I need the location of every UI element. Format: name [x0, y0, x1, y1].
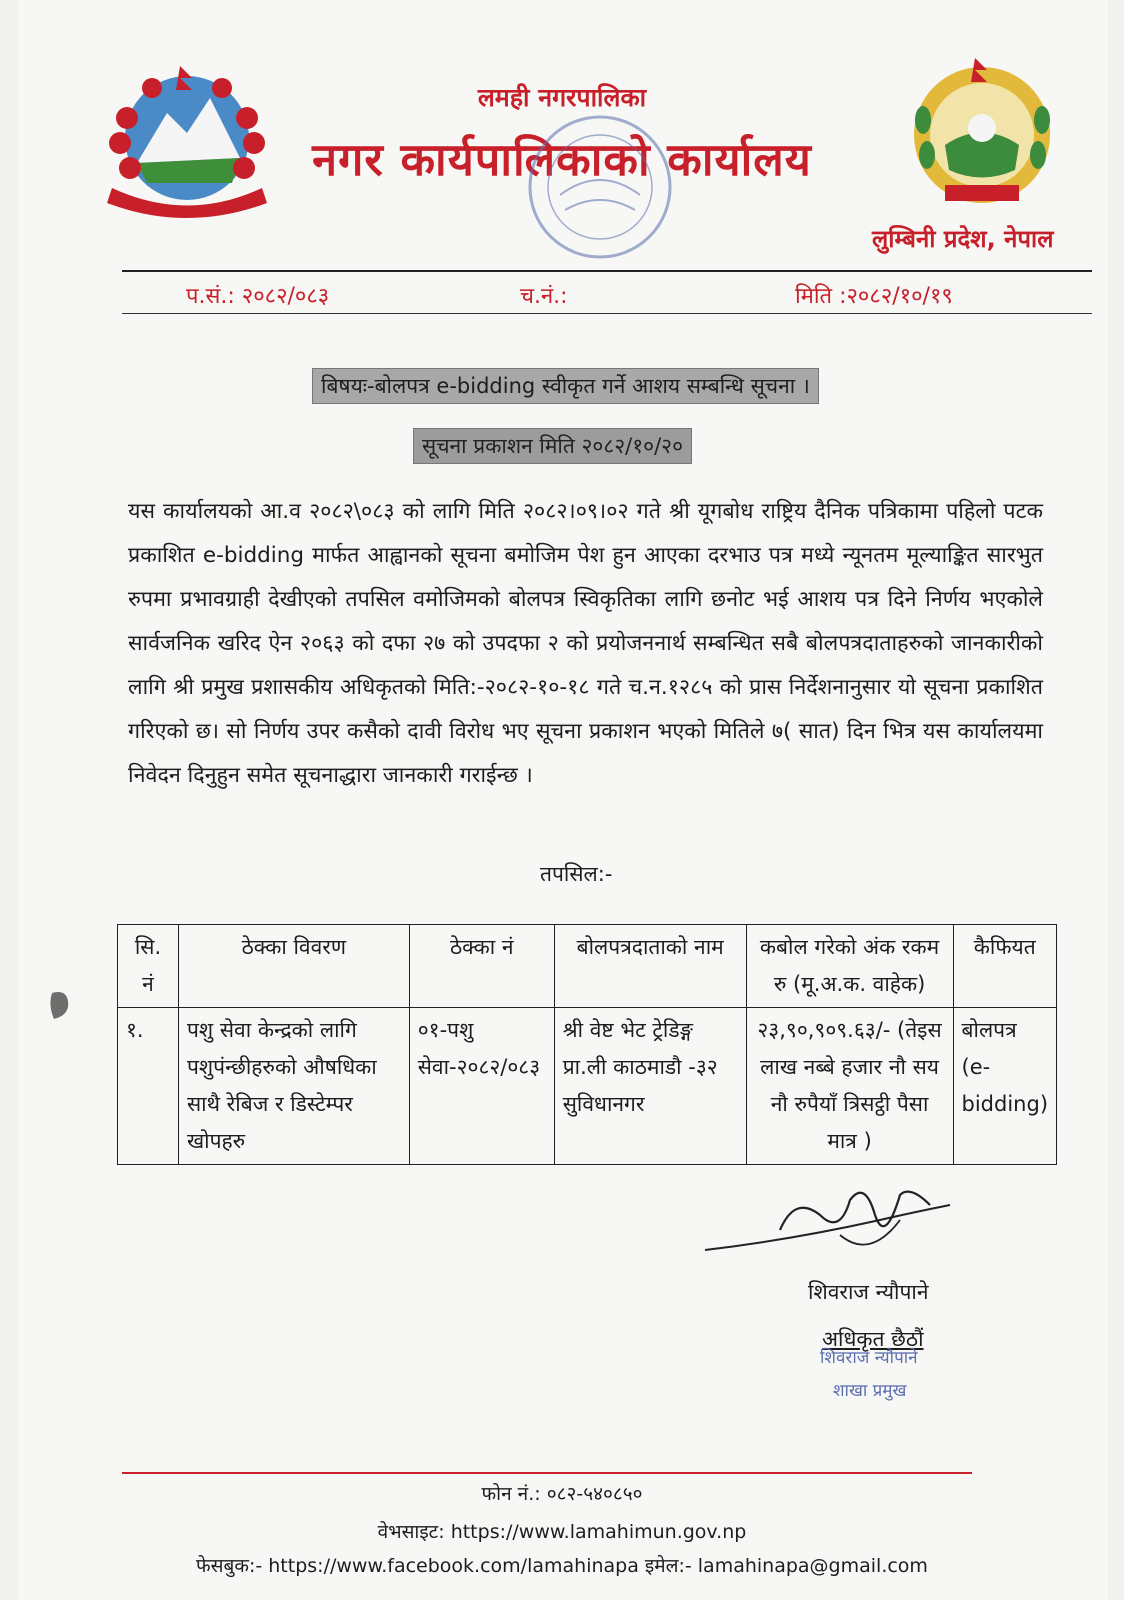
letter-date: मिति :२०८२/१०/१९	[795, 284, 953, 309]
bid-table	[117, 924, 1057, 1165]
cell-description: पशु सेवा केन्द्रको लागि पशुपंन्छीहरुको औषधिका साथै रेबिज र डिस्टेम्पर खोपहरु	[178, 1008, 409, 1165]
cell-remarks: बोलपत्र (e-bidding)	[953, 1008, 1056, 1165]
publication-date: सूचना प्रकाशन मिति २०८२/१०/२०	[413, 428, 692, 464]
footer-phone: फोन नं.: ०८२-५४०८५०	[481, 1483, 643, 1505]
details-label: तपसिल:-	[540, 862, 613, 886]
table-header-row	[118, 925, 1057, 1008]
province-name: लुम्बिनी प्रदेश, नेपाल	[872, 225, 1054, 253]
table-row	[118, 1008, 1057, 1165]
subject-line: बिषयः-बोलपत्र e-bidding स्वीकृत गर्ने आशय सम्बन्धि सूचना ।	[312, 368, 819, 404]
municipality-logo-icon	[905, 50, 1060, 220]
stamp-role: शाखा प्रमुख	[833, 1381, 907, 1401]
header-bidder: बोलपत्रदाताको नाम	[554, 925, 746, 1008]
ref-divider	[122, 313, 1092, 314]
header-description: ठेक्का विवरण	[178, 925, 409, 1008]
office-stamp-icon	[515, 105, 685, 270]
chalani-number: च.नं.:	[520, 284, 568, 309]
footer-social: फेसबुक:- https://www.facebook.com/lamahinapa इमेल:- lamahinapa@gmail.com	[196, 1555, 928, 1577]
footer-divider	[122, 1472, 972, 1474]
punch-hole-mark	[46, 985, 74, 1025]
signatory-name: शिवराज न्यौपाने	[808, 1280, 929, 1304]
signatory-title: अधिकृत छैठौं	[822, 1327, 924, 1351]
cell-amount: २३,९०,९०९.६३/- (तेइस लाख नब्बे हजार नौ सय नौ रुपैयाँ त्रिसट्ठी पैसा मात्र )	[746, 1008, 953, 1165]
notice-body: यस कार्यालयको आ.व २०८२\०८३ को लागि मिति २०८२।०९।०२ गते श्री यूगबोध राष्ट्रिय दैनिक पत्रिकामा पहिलो पटक प्रकाशित e-bidding मार्फत आह्वानको सूचना बमोजिम पेश हुन आएका दरभाउ पत्र मध्ये न्यूनतम मूल्याङ्कित सारभुत रुपमा प्रभावग्राही देखीएको तपसिल वमोजिमको बोलपत्र स्विकृतिका लागि छनोट भई आशय पत्र दिने निर्णय भएकोले सार्वजनिक खरिद ऐन २०६३ को दफा २७ को उपदफा २ को प्रयोजननार्थ सम्बन्धित सबै बोलपत्रदाताहरुको जानकारीको लागि श्री प्रमुख प्रशासकीय अधिकृतको मिति:-२०८२-१०-१८ गते च.न.१२८५ को प्रास निर्देशनानुसार यो सूचना प्रकाशित गरिएको छ। सो निर्णय उपर कसैको दावी विरोध भए सूचना प्रकाशन भएको मितिले ७( सात) दिन भित्र यस कार्यालयमा निवेदन दिनुहुन समेत सूचनाद्धारा जानकारी गराईन्छ ।	[128, 499, 1043, 788]
header-amount: कबोल गरेको अंक रकम रु (मू.अ.क. वाहेक)	[746, 925, 953, 1008]
footer-website: वेभसाइट: https://www.lamahimun.gov.np	[377, 1521, 747, 1543]
patra-sankhya: प.सं.: २०८२/०८३	[186, 284, 330, 309]
header-remarks: कैफियत	[953, 925, 1056, 1008]
cell-contract-no: ०१-पशु सेवा-२०८२/०८३	[409, 1008, 554, 1165]
cell-sn: १.	[118, 1008, 179, 1165]
municipality-name: लमही नगरपालिका	[477, 83, 647, 112]
handwritten-signature	[700, 1175, 970, 1285]
header-sn: सि. नं	[118, 925, 179, 1008]
cell-bidder: श्री वेष्ट भेट ट्रेडिङ्ग प्रा.ली काठमाडौ -३२ सुविधानगर	[554, 1008, 746, 1165]
header-contract-no: ठेक्का नं	[409, 925, 554, 1008]
office-title: नगर कार्यपालिकाको कार्यालय	[312, 133, 812, 186]
stamp-name: शिवराज न्यौपाने	[820, 1348, 918, 1368]
header-divider	[122, 270, 1092, 272]
